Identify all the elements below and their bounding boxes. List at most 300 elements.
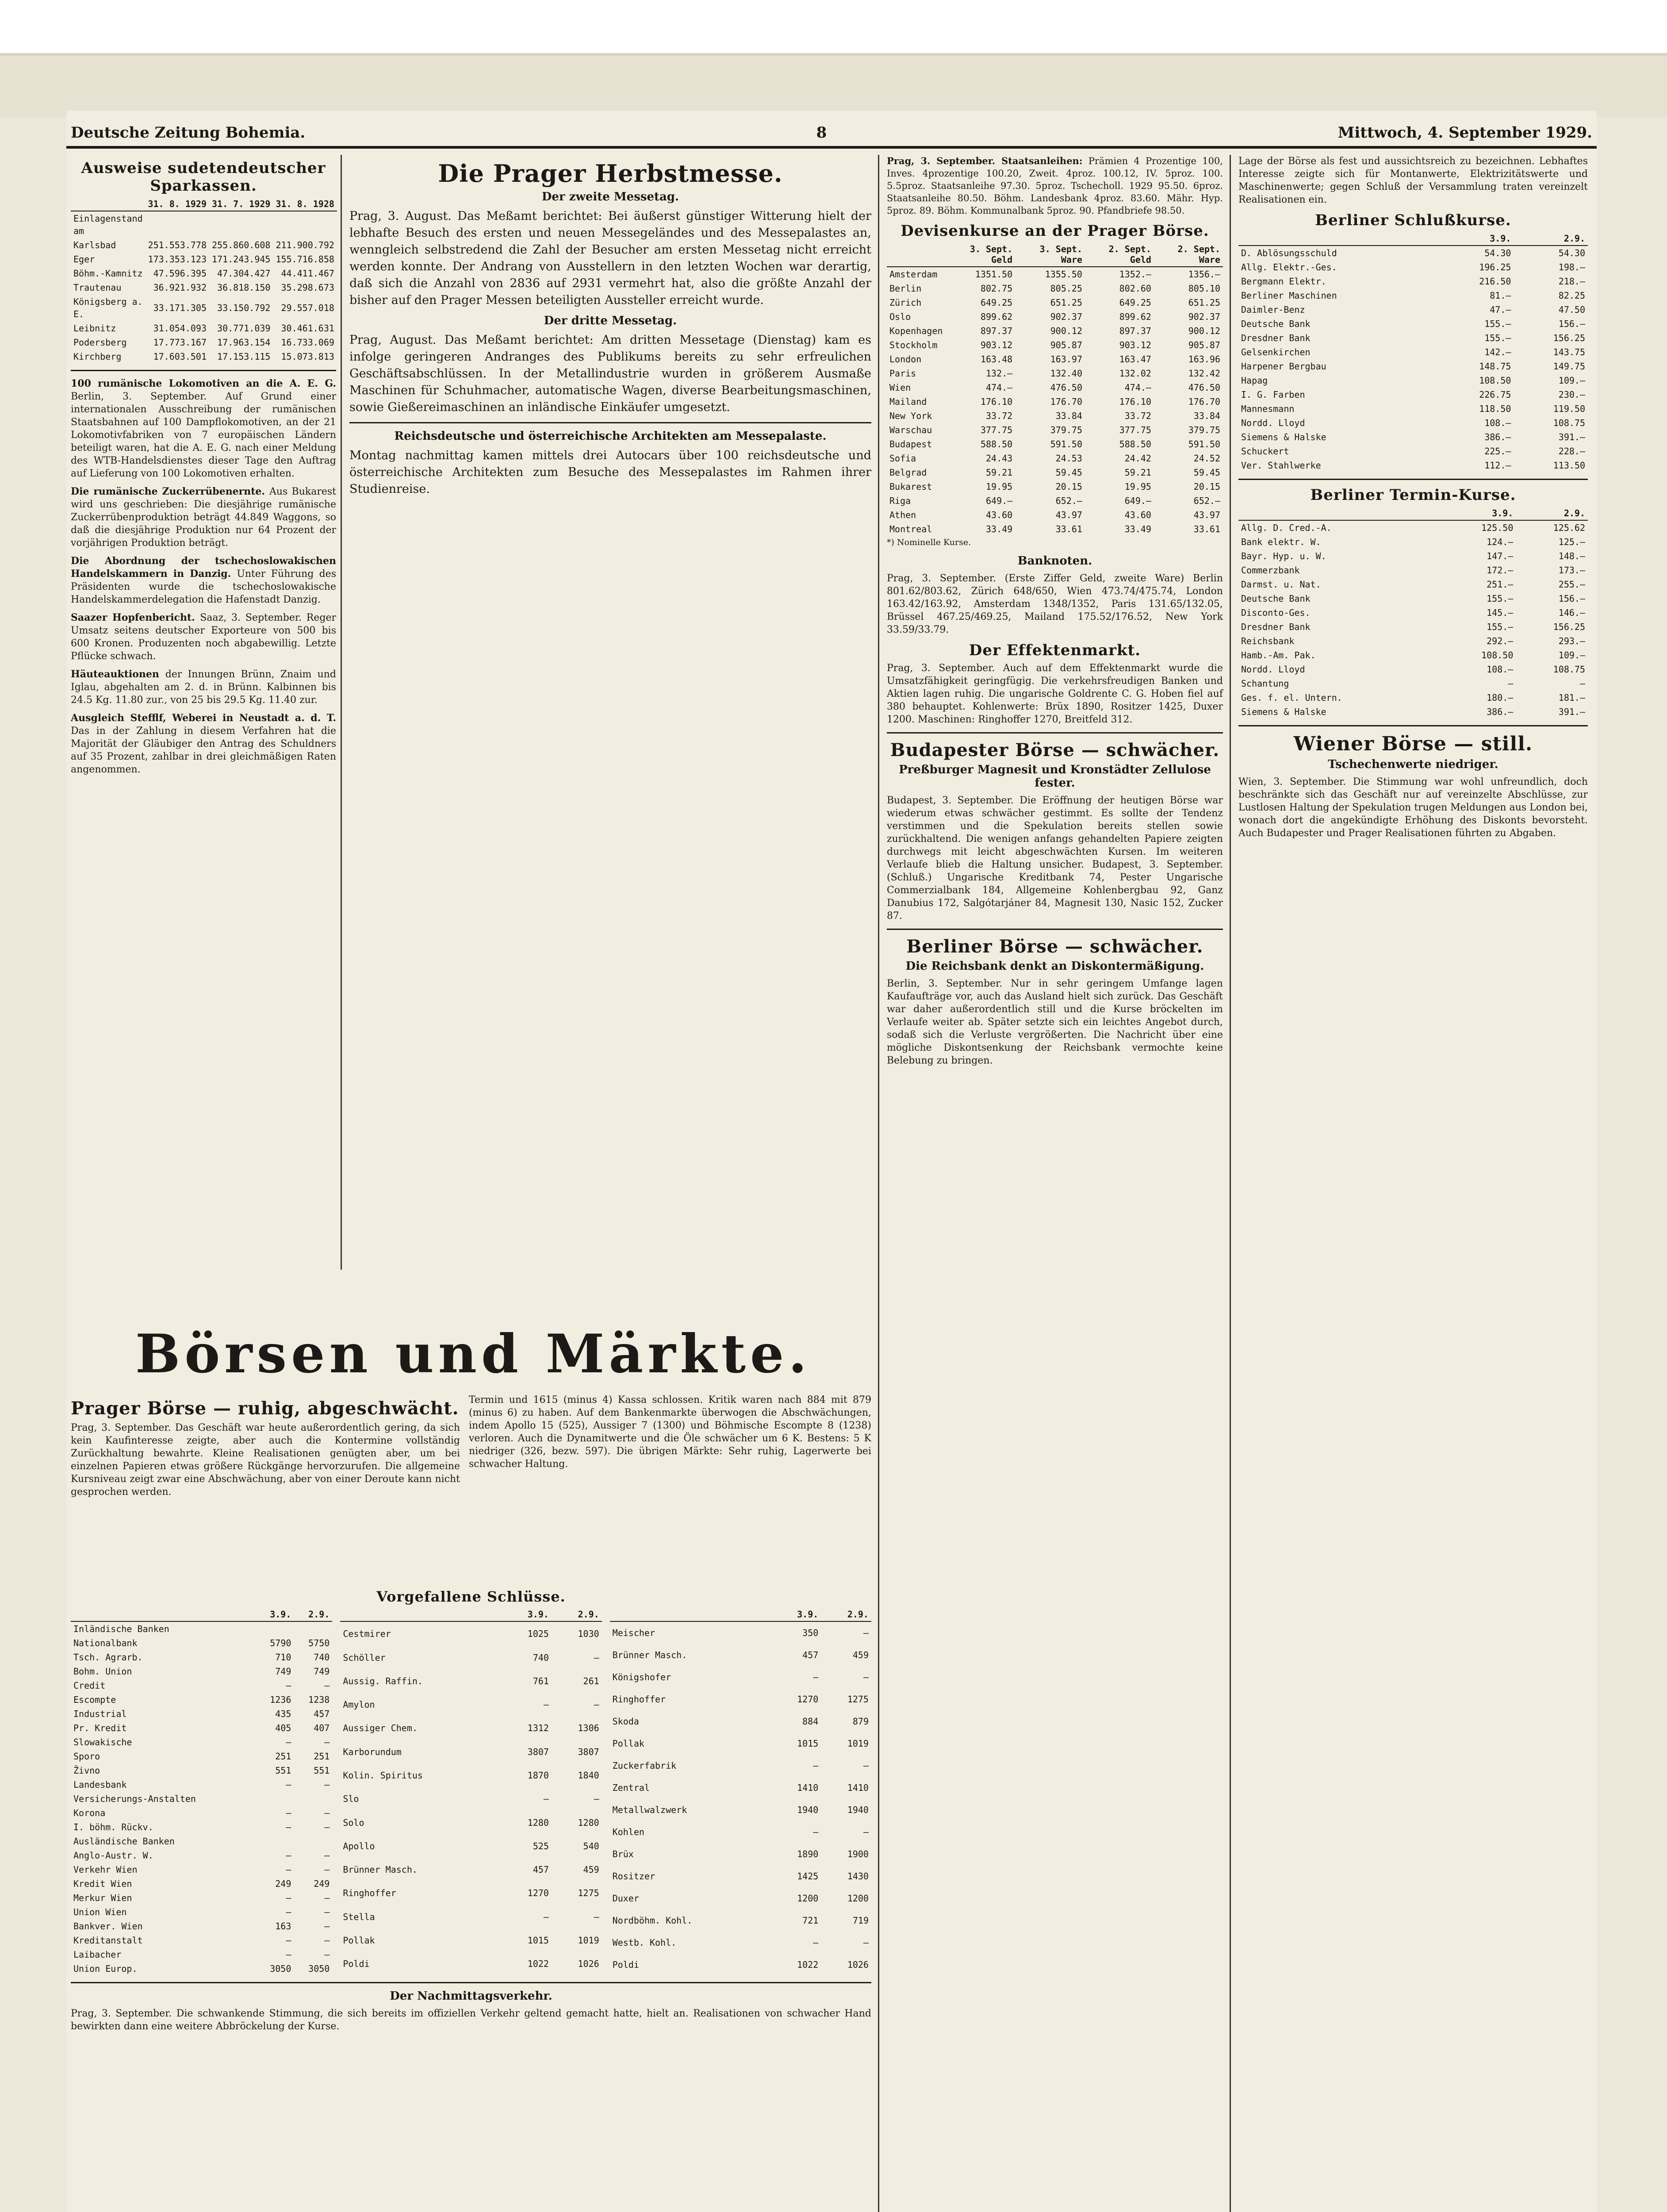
berlin-boerse-title: Berliner Börse — schwächer. [906,936,1203,957]
divider [349,422,871,423]
schluesse-cell: — [863,1827,869,1838]
devisen-cell: 43.97 [1055,510,1082,520]
divider [887,929,1223,930]
termin-cell: Bayr. Hyp. u. W. [1241,551,1326,561]
devisen-cell: 1356.— [1188,269,1220,280]
schluesse-cell: — [324,1850,330,1861]
schluesse-row [340,1928,602,1952]
devisen-row [887,267,1223,281]
schlusskurse-cell: Ver. Stahlwerke [1241,460,1321,471]
schluesse-cell: 251 [275,1751,291,1762]
sparkassen-cell: 17.773.167 [153,337,207,348]
termin-cell: 108.75 [1553,664,1585,675]
sparkassen-cell: 47.304.427 [217,268,271,279]
termin-cell: Reichsbank [1241,636,1295,646]
devisen-cell: 897.37 [980,326,1013,336]
schluesse-row [340,1905,602,1928]
devisen-cell: 651.25 [1050,297,1082,308]
schlusskurse-cell: Dresdner Bank [1241,333,1311,343]
schluesse-cell: Industrial [73,1709,127,1719]
devisen-cell: 652.— [1055,495,1082,506]
schluesse-cell: Kreditanstalt [73,1935,143,1946]
devisen-cell: 899.62 [980,311,1013,322]
sparkassen-cell: Podersberg [73,337,127,348]
schluesse-cell: 540 [583,1840,599,1851]
boersen-banner: Börsen und Märkte. [135,1323,812,1385]
termin-cell: 155.— [1487,593,1514,604]
termin-column-header: 2.9. [1516,507,1588,520]
devisen-row [887,522,1223,536]
devisen-row [887,380,1223,395]
schlusskurse-row [1238,359,1588,373]
devisen-cell: 474.— [985,382,1013,393]
schluesse-row [71,1792,332,1806]
schluesse-cell: Merkur Wien [73,1893,132,1903]
devisen-cell: 902.37 [1188,311,1220,322]
schluesse-cell: Inländische Banken [73,1624,169,1634]
schluesse-cell: 407 [314,1723,330,1733]
devisen-cell: Belgrad [889,467,927,478]
sparkassen-row [71,238,337,252]
schluesse-section [71,1584,871,2038]
termin-cell: 145.— [1487,607,1514,618]
schluesse-row [610,1777,871,1799]
banknoten-title: Banknoten. [1017,554,1092,568]
schluesse-cell: 261 [583,1675,599,1686]
schluesse-cell: Laibacher [73,1949,122,1960]
devisen-cell: 19.95 [1124,481,1151,492]
termin-row [1238,563,1588,577]
schlusskurse-cell: 226.75 [1479,389,1511,400]
schluesse-row [340,1952,602,1976]
schluesse-cell: 1015 [527,1935,549,1946]
schlusskurse-cell: I. G. Farben [1241,389,1305,400]
devisen-cell: 652.— [1193,495,1220,506]
devisen-cell: 802.75 [980,283,1013,294]
market-note-heading: Ausgleich Stefflf, Weberei in Neustadt a. d. T. [71,712,336,724]
termin-column-header: 3.9. [1444,507,1516,520]
devisen-column-header: 3. Sept. Ware [1015,242,1085,267]
schluesse-cell: 435 [275,1709,291,1719]
schluesse-cell: — [543,1793,549,1805]
termin-cell: 146.— [1558,607,1585,618]
sparkassen-cell: 30.461.631 [281,323,334,334]
schlusskurse-cell: 54.30 [1484,248,1511,258]
devisen-cell: 132.— [985,368,1013,379]
torn-edge [0,53,1667,118]
devisen-cell: 33.84 [1055,411,1082,421]
devisen-row [887,395,1223,409]
sparkassen-cell: 15.073.813 [281,351,334,362]
schluesse-row [340,1717,602,1740]
architekten-text: Montag nachmittag kamen mittels drei Autocars über 100 reichsdeutsche und österreichische Architekten zum Besuche des Messepalastes im Rahmen ihrer Studienreise. [349,449,871,496]
budapest-subtitle: Preßburger Magnesit und Kronstädter Zellulose fester. [899,763,1211,790]
schluesse-cell: 1238 [308,1694,330,1705]
schluesse-cell: Nationalbank [73,1638,138,1648]
devisen-cell: 163.97 [1050,354,1082,365]
sparkassen-cell: 30.771.039 [217,323,271,334]
schlusskurse-cell: D. Ablösungsschuld [1241,248,1337,258]
schluesse-cell [255,1834,294,1848]
schlusskurse-cell: 47.— [1490,304,1511,315]
schluesse-row [71,1933,332,1947]
devisen-cell: 132.40 [1050,368,1082,379]
schluesse-cell: Cestmirer [343,1628,391,1639]
schluesse-cell: — [324,1864,330,1875]
schluesse-row [610,1865,871,1887]
schluesse-cell: 1275 [847,1694,869,1705]
schluesse-cell: 740 [533,1652,549,1663]
schluesse-cell: — [286,1949,291,1960]
staatsanleihen-heading: Prag, 3. September. Staatsanleihen: [887,155,1083,166]
schlusskurse-row [1238,260,1588,274]
schluesse-cell: Bankver. Wien [73,1921,143,1932]
termin-row [1238,620,1588,634]
schlusskurse-row [1238,288,1588,303]
schluesse-cell: — [863,1760,869,1771]
herbstmesse-title: Die Prager Herbstmesse. [438,159,783,188]
market-note-text: Aus Bukarest wird uns geschrieben: Die diesjährige rumänische Zuckerrübenproduktion beträgt 44.849 Waggons, so daß die diesjährige Produktion nur 64 Prozent der vorjährigen Produktion beträgt. [71,486,336,549]
devisen-cell: 163.48 [980,354,1013,365]
devisen-cell: 33.49 [985,524,1013,534]
schlusskurse-cell: 82.25 [1558,290,1585,301]
schluesse-cell: Poldi [343,1959,370,1970]
schluesse-cell: 1425 [797,1871,819,1882]
schluesse-row [340,1646,602,1669]
schluesse-row [340,1858,602,1881]
sparkassen-cell: 17.603.501 [153,351,207,362]
schluesse-cell [255,1621,294,1636]
devisen-cell: 59.21 [985,467,1013,478]
termin-row [1238,520,1588,535]
messetag-2-text: Prag, 3. August. Das Meßamt berichtet: Bei äußerst günstiger Witterung hielt der lebhafte Besuch des ersten und neuen Messegeländes und des Messepalastes an, wenngleich selbstredend die Zahl der Besucher am ersten Messetag nicht erreicht werden konnte. Der Andrang von Ausstellern in den letzten Wochen war derartig, daß sich die Anzahl von 2836 auf 2931 vermehrt hat, also die größte Anzahl der bisher auf den Prager Messen beteiligten Aussteller erreicht wurde. [349,209,871,307]
schlusskurse-cell: 155.— [1484,319,1511,329]
sparkassen-cell: 155.716.858 [276,254,334,265]
schluesse-cell: 1270 [527,1888,549,1899]
schluesse-cell: Nordböhm. Kohl. [612,1915,693,1926]
schlusskurse-cell: Hapag [1241,375,1268,386]
schluesse-cell: — [324,1907,330,1917]
budapest-text: Budapest, 3. September. Die Eröffnung der heutigen Börse war wiederum etwas schwächer gestimmt. Es sollte der Tendenz verstimmen und die Spekulation bereits stellen sowie zurückhaltend. Die wenigen anfangs gehandelten Papiere zeigten durchwegs mit leicht abgeschwächten Kursen. Im weiteren Verlaufe blieb die Haltung unsicher. Budapest, 3. September. (Schluß.) Ungarische Kreditbank 74, Pester Ungarische Commerzialbank 184, Allgemeine Kohlenbergbau 92, Ganz Danubius 172, Salgótarjáner 84, Magnesit 130, Nasic 152, Zucker 87. [887,795,1223,922]
schlusskurse-cell: 218.— [1558,276,1585,287]
devisen-row [887,296,1223,310]
divider [71,1982,871,1983]
schluesse-cell: 749 [275,1666,291,1677]
schluesse-cell: — [594,1699,599,1710]
sparkassen-cell [209,211,273,238]
schluesse-cell: 1019 [578,1935,599,1946]
nachmittag-title: Der Nachmittagsverkehr. [390,1989,552,2003]
schluesse-cell: Brünner Masch. [343,1864,418,1875]
schluesse-row [71,1664,332,1678]
devisen-cell: 905.87 [1050,340,1082,350]
column-rule [878,155,879,2212]
sparkassen-cell [273,211,337,238]
schluesse-row [71,1891,332,1905]
termin-cell: 386.— [1487,707,1514,717]
devisen-cell: Montreal [889,524,932,534]
termin-table [1238,507,1588,719]
schluesse-column-header: 2.9. [294,1608,332,1621]
termin-cell: — [1579,678,1585,689]
schluesse-cell: Union Wien [73,1907,127,1917]
schluesse-row [340,1740,602,1763]
schlusskurse-title: Berliner Schlußkurse. [1315,211,1511,229]
sparkassen-cell: Böhm.-Kamnitz [73,268,143,279]
schluesse-cell: Ausländische Banken [73,1836,175,1847]
schluesse-row [71,1947,332,1962]
schluesse-cell: — [863,1672,869,1683]
market-note-text: Saaz, 3. September. Reger Umsatz seitens deutscher Exporteure von 500 bis 600 Kronen. Produzenten noch abgabewillig. Letzte Pflücke schwach. [71,612,337,662]
schluesse-row [610,1666,871,1688]
divider [1238,725,1588,726]
termin-row [1238,648,1588,662]
staatsanleihen [887,155,1223,217]
schluesse-cell: — [286,1779,291,1790]
schluesse-table-2 [340,1608,602,1976]
schlusskurse-cell: Allg. Elektr.-Ges. [1241,262,1337,273]
schlusskurse-cell: Schuckert [1241,446,1289,457]
divider [1238,479,1588,480]
devisen-cell: 476.50 [1188,382,1220,393]
schluesse-row [610,1887,871,1909]
schluesse-row [71,1678,332,1693]
sparkassen-cell: Kirchberg [73,351,122,362]
sparkassen-cell: 29.557.018 [281,303,334,313]
termin-cell: Siemens & Halske [1241,707,1326,717]
prager-boerse-text: Prag, 3. September. Das Geschäft war heute außerordentlich gering, da sich kein Kaufinteresse zeigte, aber auch die Kontermine vollständig Zurückhaltung bewahrte. Kleine Realisationen genügten aber, um bei einzelnen Papieren etwas größere Rückgänge hervorzurufen. Die allgemeine Kursniveau zeigt zwar eine Abschwächung, aber von einer Deroute kann nicht gesprochen werden. [71,1422,460,1498]
schluesse-row [71,1749,332,1763]
schluesse-cell: — [543,1699,549,1710]
schluesse-cell: 1200 [847,1893,869,1904]
schluesse-row [340,1834,602,1858]
devisen-cell: 649.25 [980,297,1013,308]
column-rule [341,155,342,1270]
schluesse-cell: Amylon [343,1699,375,1710]
schluesse-cell: Slowakische [73,1737,132,1747]
termin-cell: 293.— [1558,636,1585,646]
schluesse-column-header: 2.9. [821,1608,871,1621]
sparkassen-cell: 251.553.778 [148,240,207,250]
schluesse-column-header: 2.9. [552,1608,602,1621]
schluesse-row [610,1909,871,1932]
termin-cell: 109.— [1558,650,1585,661]
schluesse-cell: — [286,1737,291,1747]
sparkassen-column-header: 31. 8. 1928 [273,197,337,211]
devisen-row [887,338,1223,352]
devisen-cell: 897.37 [1119,326,1151,336]
schluesse-cell: Bohm. Union [73,1666,132,1677]
schlusskurse-cell: 386.— [1484,432,1511,442]
schluesse-row [610,1710,871,1732]
architekten-heading: Reichsdeutsche und österreichische Architekten am Messepalaste. [394,430,827,443]
termin-cell: 124.— [1487,537,1514,547]
schluesse-row [340,1693,602,1717]
schluesse-cell: Kolin. Spiritus [343,1770,423,1781]
schluesse-row [71,1693,332,1707]
schluesse-cell: Poldi [612,1959,639,1970]
column-1 [71,155,336,781]
schluesse-cell: 1026 [578,1959,599,1970]
devisen-cell: Berlin [889,283,922,294]
devisen-cell: 1351.50 [975,269,1013,280]
devisen-cell: 132.02 [1119,368,1151,379]
schlusskurse-cell: 109.— [1558,375,1585,386]
schluesse-column-header: 3.9. [771,1608,821,1621]
schluesse-table-1 [71,1608,332,1976]
schluesse-cell: 457 [802,1650,819,1661]
market-note-heading: Die rumänische Zuckerrübenernte. [71,486,269,497]
prager-boerse-title: Prager Börse — ruhig, abgeschwächt. [71,1398,459,1419]
schlusskurse-cell: Siemens & Halske [1241,432,1326,442]
schluesse-cell: Schöller [343,1652,386,1663]
schluesse-cell: — [863,1937,869,1948]
schluesse-cell: 1026 [847,1959,869,1970]
termin-cell: 156.— [1558,593,1585,604]
schluesse-cell: Brünner Masch. [612,1650,687,1661]
devisen-row [887,508,1223,522]
schluesse-row [71,1721,332,1735]
termin-cell: 125.62 [1553,522,1585,533]
schluesse-cell: 459 [583,1864,599,1875]
termin-cell: 125.50 [1481,522,1514,533]
market-note [71,611,336,663]
effektenmarkt-text: Prag, 3. September. Auch auf dem Effektenmarkt wurde die Umsatzfähigkeit geringfügig. Die verkehrsfreudigen Banken und Aktien lagen ruhig. Die ungarische Goldrente C. G. Hoben fiel auf 380 behauptet. Kohlenwerte: Brüx 1890, Rositzer 1425, Duxer 1200. Maschinen: Ringhoffer 1270, Breitfeld 312. [887,663,1223,725]
devisen-cell: 43.60 [1124,510,1151,520]
devisen-cell: 24.53 [1055,453,1082,464]
schluesse-column-header: 3.9. [255,1608,294,1621]
schlusskurse-cell: 143.75 [1553,347,1585,357]
issue-date: Mittwoch, 4. September 1929. [1337,124,1592,142]
sparkassen-cell: 17.963.154 [217,337,271,348]
devisen-cell: 379.75 [1188,425,1220,435]
schluesse-cell: 1270 [797,1694,819,1705]
market-note [71,668,336,707]
budapest-title: Budapester Börse — schwächer. [890,740,1220,760]
sparkassen-table [71,197,337,364]
devisen-column-header: 2. Sept. Ware [1154,242,1223,267]
devisen-cell: Paris [889,368,916,379]
termin-cell: 147.— [1487,551,1514,561]
column-2 [349,155,871,503]
schluesse-cell: 249 [275,1878,291,1889]
termin-cell: Dresdner Bank [1241,622,1311,632]
termin-cell: 391.— [1558,707,1585,717]
schlusskurse-table [1238,232,1588,472]
schluesse-cell: Živno [73,1765,100,1776]
devisen-cell: 33.72 [1124,411,1151,421]
devisen-cell: 903.12 [980,340,1013,350]
schluesse-cell: Westb. Kohl. [612,1937,677,1948]
schluesse-cell: — [594,1652,599,1663]
termin-cell: 156.25 [1553,622,1585,632]
termin-row [1238,591,1588,606]
devisen-cell: Wien [889,382,911,393]
sparkassen-row [71,211,337,238]
market-note-heading: Die Abordnung der tschechoslowakischen Handelskammern in Danzig. [71,555,336,580]
market-note [71,555,336,606]
termin-cell: Darmst. u. Nat. [1241,579,1321,590]
termin-cell: — [1508,678,1514,689]
schluesse-cell: — [324,1921,330,1932]
effektenmarkt-title: Der Effektenmarkt. [969,641,1141,659]
wiener-title: Wiener Börse — still. [1293,733,1533,755]
termin-cell: Allg. D. Cred.-A. [1241,522,1332,533]
termin-cell: 125.— [1558,537,1585,547]
schluesse-cell: 879 [852,1716,869,1727]
devisen-cell: Mailand [889,396,927,407]
devisen-cell: London [889,354,922,365]
sparkassen-cell: 255.860.608 [212,240,271,250]
devisen-title: Devisenkurse an der Prager Börse. [901,222,1209,240]
devisen-table [887,242,1223,536]
market-note-text: Das in der Zahlung in diesem Verfahren hat die Majorität der Gläubiger den Antrag des Schuldners auf 35 Prozent, zahlbar in drei gleichmäßigen Raten angenommen. [71,726,336,775]
schluesse-cell: Pollak [343,1935,375,1946]
devisen-cell: 902.37 [1050,311,1082,322]
devisen-cell: 474.— [1124,382,1151,393]
termin-row [1238,676,1588,691]
masthead-left: Deutsche Zeitung Bohemia. [71,124,306,142]
schluesse-cell: 459 [852,1650,869,1661]
schluesse-row [610,1954,871,1976]
sparkassen-cell: 173.353.123 [148,254,207,265]
schluesse-row [610,1799,871,1821]
schluesse-cell: 1890 [797,1849,819,1860]
schluesse-cell: Metallwalzwerk [612,1805,687,1816]
schluesse-cell: 457 [533,1864,549,1875]
schluesse-cell: Credit [73,1680,106,1691]
sparkassen-cell: 16.733.069 [281,337,334,348]
devisen-cell: 905.87 [1188,340,1220,350]
sparkassen-cell: 211.900.792 [276,240,334,250]
schluesse-row [71,1707,332,1721]
devisen-cell: 33.61 [1193,524,1220,534]
schlusskurse-cell: 112.— [1484,460,1511,471]
schluesse-cell: Ringhoffer [612,1694,666,1705]
schluesse-cell: Brüx [612,1849,634,1860]
termin-cell: Disconto-Ges. [1241,607,1311,618]
devisen-cell: 476.50 [1050,382,1082,393]
devisen-cell: 651.25 [1188,297,1220,308]
devisen-row [887,324,1223,338]
schluesse-cell: Landesbank [73,1779,127,1790]
schluesse-cell: 719 [852,1915,869,1926]
schlusskurse-cell: 230.— [1558,389,1585,400]
prager-boerse-left [71,1394,460,1504]
termin-cell: Ges. f. el. Untern. [1241,692,1342,703]
schlusskurse-cell: 108.50 [1479,375,1511,386]
berlin-boerse-text: Berlin, 3. September. Nur in sehr geringem Umfange lagen Kaufaufträge vor, auch das Ausland hielt sich zurück. Das Geschäft war daher außerordentlich still und die Kurse bröckelten im Verlaufe weiter ab. Später setzte sich ein leichtes Angebot durch, sodaß sich die Verluste vergrößerten. Die Nachricht über eine mögliche Diskontsenkung der Reichsbank vermochte keine Belebung zu bringen. [887,978,1223,1066]
schluesse-cell: — [286,1850,291,1861]
devisen-column-header: 3. Sept. Geld [945,242,1015,267]
sparkassen-cell: 35.298.673 [281,282,334,293]
schluesse-cell: Verkehr Wien [73,1864,138,1875]
schluesse-cell: 1430 [847,1871,869,1882]
schluesse-row [71,1621,332,1636]
schluesse-cell: Duxer [612,1893,639,1904]
schlusskurse-row [1238,430,1588,444]
devisen-row [887,310,1223,324]
termin-row [1238,662,1588,676]
schlusskurse-row [1238,317,1588,331]
messetag-2-heading: Der zweite Messetag. [541,190,679,204]
schluesse-cell: 1410 [847,1782,869,1793]
schlusskurse-cell: 155.— [1484,333,1511,343]
sparkassen-title: Ausweise sudetendeutscher Sparkassen. [81,159,326,195]
devisen-cell: Athen [889,510,916,520]
devisen-cell: 176.10 [980,396,1013,407]
schlusskurse-cell: Berliner Maschinen [1241,290,1337,301]
